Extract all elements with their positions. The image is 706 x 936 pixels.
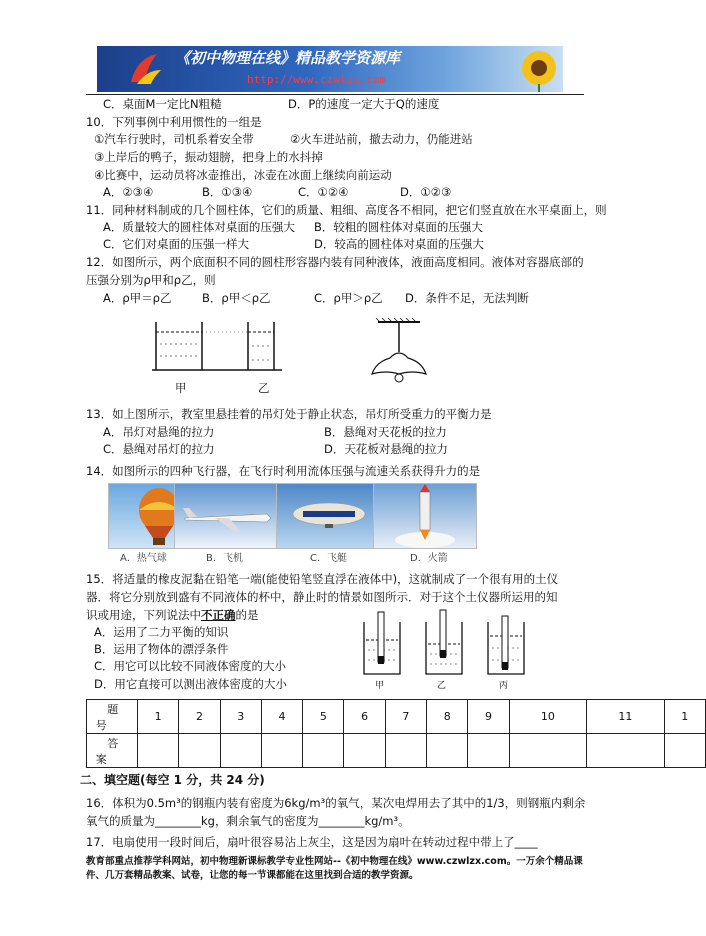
answer-cell[interactable] (509, 734, 586, 768)
answer-cell[interactable] (138, 734, 179, 768)
banner-url: http://www.czwlzx.com (247, 73, 387, 86)
table-label-an: 案 (95, 752, 107, 766)
q10-option-b: B．①③④ (202, 185, 253, 199)
q15-stem-text: 识或用途，下列说法中 (86, 608, 201, 622)
q13-option-c: C．悬绳对吊灯的拉力 (103, 442, 215, 456)
q10-item-2: ②火车进站前，撤去动力，仍能进站 (290, 132, 473, 146)
table-number-cell: 1 (664, 700, 705, 734)
q13-stem: 13．如上图所示，教室里悬挂着的吊灯处于静止状态，吊灯所受重力的平衡力是 (86, 407, 492, 421)
q11-option-c: C．它们对桌面的压强一样大 (103, 237, 250, 251)
q15-stem-end: 的是 (235, 608, 259, 622)
header-rule (86, 94, 584, 95)
hanging-lamp-figure (366, 318, 436, 386)
answer-cell[interactable] (664, 734, 705, 768)
table-header-answer (87, 734, 138, 768)
table-number-cell: 6 (344, 700, 385, 734)
table-number-cell: 2 (179, 700, 220, 734)
fig15-label-jia: 甲 (375, 681, 385, 691)
q15-stem-line3 (86, 607, 259, 623)
airship-image (276, 483, 380, 549)
fig12-label-yi: 乙 (258, 381, 270, 395)
q15-emphasis: 不正确 (201, 608, 236, 622)
q10-option-d: D．①②③ (400, 185, 452, 199)
table-number-cell: 7 (385, 700, 426, 734)
q12-stem-line2: 压强分别为ρ甲和ρ乙，则 (86, 273, 216, 287)
sunflower-icon (509, 46, 563, 92)
answer-cell[interactable] (220, 734, 261, 768)
q15-option-b: B．运用了物体的漂浮条件 (94, 642, 229, 656)
q13-option-b: B．悬绳对天花板的拉力 (324, 425, 447, 439)
q13-option-a: A．吊灯对悬绳的拉力 (103, 425, 215, 439)
fig15-label-yi: 乙 (437, 681, 447, 691)
table-number-cell: 11 (587, 700, 664, 734)
q10-option-a: A．②③④ (103, 185, 154, 199)
section-2-heading: 二、填空题(每空 1 分，共 24 分) (80, 773, 265, 787)
q16-line2: 氧气的质量为________kg，剩余氧气的密度为________kg/m³。 (86, 814, 410, 828)
q11-option-a: A．质量较大的圆柱体对桌面的压强大 (103, 220, 295, 234)
containers-figure (150, 316, 290, 378)
table-number-cell: 10 (509, 700, 586, 734)
q11-stem: 11．同种材料制成的几个圆柱体，它们的质量、粗细、高度各不相同，把它们竖直放在水平桌面上，则 (86, 203, 607, 217)
logo-icon (127, 52, 163, 86)
q9-option-c: C．桌面M一定比N粗糙 (103, 97, 222, 111)
q14-caption-d: D．火箭 (410, 553, 448, 564)
q11-option-d: D．较高的圆柱体对桌面的压强大 (314, 237, 484, 251)
answer-cell[interactable] (468, 734, 509, 768)
table-number-cell: 5 (303, 700, 344, 734)
fig12-label-jia: 甲 (175, 381, 187, 395)
table-label-ti: 题 (107, 702, 119, 716)
q17-line1: 17．电扇使用一段时间后，扇叶很容易沾上灰尘，这是因为扇叶在转动过程中带上了____ (86, 835, 538, 849)
rocket-image (373, 483, 477, 549)
answer-cell[interactable] (303, 734, 344, 768)
answer-cell[interactable] (385, 734, 426, 768)
q16-line1: 16．体积为0.5m³的钢瓶内装有密度为6kg/m³的氧气，某次电焊用去了其中的1/3，则钢瓶内剩余 (86, 796, 586, 810)
banner-title: 《初中物理在线》精品教学资源库 (175, 49, 401, 67)
footer-line2: 件、几万套精品教案、试卷，让您的每一节课都能在这里找到合适的教学资源。 (86, 870, 419, 881)
q14-caption-b: B．飞机 (206, 553, 243, 564)
q12-stem-line1: 12．如图所示，两个底面积不同的圆柱形容器内装有同种液体，液面高度相同。液体对容器底部的 (86, 255, 584, 269)
q12-option-c: C．ρ甲＞ρ乙 (314, 291, 383, 305)
table-number-cell: 8 (427, 700, 468, 734)
table-number-cell: 9 (468, 700, 509, 734)
q9-option-d: D．P的速度一定大于Q的速度 (288, 97, 440, 111)
header-banner (97, 46, 563, 92)
table-header-number (87, 700, 138, 734)
table-row-answers (87, 734, 706, 768)
q10-stem: 10．下列事例中利用惯性的一组是 (86, 115, 262, 129)
answer-table (86, 699, 706, 768)
answer-cell[interactable] (587, 734, 664, 768)
q10-item-1: ①汽车行驶时，司机系着安全带 (94, 132, 254, 146)
fig15-label-bing: 丙 (499, 681, 509, 691)
q14-stem: 14．如图所示的四种飞行器，在飞行时利用流体压强与流速关系获得升力的是 (86, 464, 481, 478)
airplane-image (174, 483, 278, 549)
footer-line1: 教育部重点推荐学科网站，初中物理新课标教学专业性网站--《初中物理在线》www.czwlzx.com。一万余个精品课 (86, 856, 583, 867)
table-number-cell: 3 (220, 700, 261, 734)
q15-option-c: C．用它可以比较不同液体密度的大小 (94, 659, 287, 673)
q10-item-4: ④比赛中，运动员将冰壶推出，冰壶在冰面上继续向前运动 (94, 168, 392, 182)
answer-cell[interactable] (427, 734, 468, 768)
beakers-figure (356, 610, 532, 680)
q12-option-d: D．条件不足，无法判断 (405, 291, 529, 305)
q14-caption-c: C．飞艇 (310, 553, 347, 564)
q15-stem-line1: 15．将适量的橡皮泥黏在铅笔一端(能使铅笔竖直浮在液体中)，这就制成了一个很有用的土仪 (86, 572, 559, 586)
q11-option-b: B．较粗的圆柱体对桌面的压强大 (314, 220, 483, 234)
q12-option-a: A．ρ甲＝ρ乙 (103, 291, 172, 305)
q15-option-a: A．运用了二力平衡的知识 (94, 625, 229, 639)
q12-option-b: B．ρ甲＜ρ乙 (202, 291, 271, 305)
answer-cell[interactable] (261, 734, 302, 768)
q14-caption-a: A．热气球 (120, 553, 167, 564)
table-label-da: 答 (107, 736, 119, 750)
answer-cell[interactable] (344, 734, 385, 768)
q15-stem-line2: 器．将它分别放到盛有不同液体的杯中，静止时的情景如图所示．对于这个土仪器所运用的知 (86, 590, 558, 604)
q10-item-3: ③上岸后的鸭子，振动翅膀，把身上的水抖掉 (94, 150, 323, 164)
q15-option-d: D．用它直接可以测出液体密度的大小 (94, 677, 287, 691)
q10-option-c: C．①②④ (298, 185, 349, 199)
table-number-cell: 4 (261, 700, 302, 734)
table-label-hao: 号 (95, 718, 107, 732)
table-number-cell: 1 (138, 700, 179, 734)
answer-cell[interactable] (179, 734, 220, 768)
table-row-numbers (87, 700, 706, 734)
q13-option-d: D．天花板对悬绳的拉力 (324, 442, 448, 456)
